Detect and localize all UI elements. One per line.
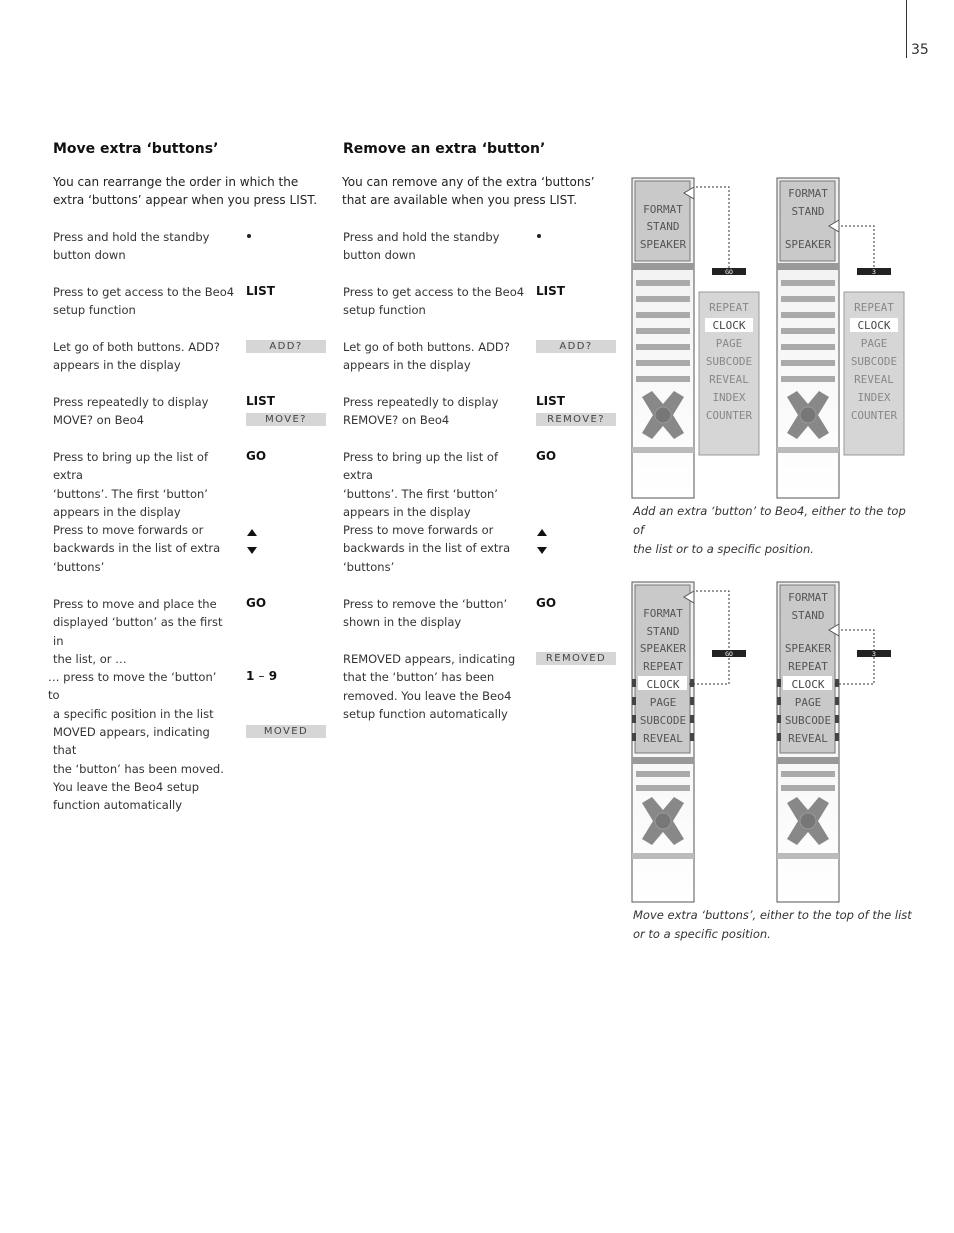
step-line: MOVE? on Beo4 (53, 413, 144, 428)
step-line: Press to move forwards or (343, 523, 494, 537)
remote-label: STAND (646, 220, 680, 233)
remove-step-3 (343, 338, 525, 375)
step-line: Press to bring up the list of extra (343, 450, 498, 483)
removed-display: REMOVED (536, 652, 616, 665)
go-key: GO (246, 449, 267, 463)
move-step-7 (53, 595, 235, 668)
step-line: the list, or … (53, 651, 127, 666)
list-label: SUBCODE (850, 355, 898, 368)
remote-label: FORMAT (643, 203, 683, 216)
step-line: appears in the display (343, 504, 471, 519)
step-line: backwards in the list of extra (53, 541, 221, 556)
remove-intro-line: that are available when you press LIST. (342, 193, 578, 207)
list-key: LIST (246, 284, 275, 298)
remote-label: SPEAKER (784, 238, 832, 251)
move-step-1 (53, 228, 235, 265)
step-line: removed. You leave the Beo4 (343, 688, 512, 703)
move-intro-line: You can rearrange the order in which the (53, 175, 299, 189)
caption-line: the list or to a specific position. (633, 542, 814, 556)
standby-dot-icon (537, 234, 541, 238)
list-label: CLOCK (712, 319, 746, 332)
go-key: GO (536, 596, 557, 610)
step-line: You leave the Beo4 setup (53, 779, 199, 794)
step-line: REMOVED appears, indicating (343, 652, 516, 666)
remove-intro-line: You can remove any of the extra ‘buttons’ (342, 175, 595, 189)
caption-line: or to a specific position. (633, 927, 771, 941)
step-line: MOVED appears, indicating that (53, 725, 210, 758)
list-key: LIST (536, 394, 565, 408)
key-one: 1 (246, 669, 255, 683)
move-step-3 (53, 338, 235, 375)
step-line: the ‘button’ has been moved. (53, 761, 224, 776)
move-step-5 (53, 448, 235, 521)
step-line: REMOVE? on Beo4 (343, 413, 450, 428)
add-display: ADD? (246, 340, 326, 353)
arrow-down-icon (537, 547, 547, 554)
arrow-down-icon (247, 547, 257, 554)
remove-section-title: Remove an extra ‘button’ (343, 141, 546, 157)
list-label: CLOCK (857, 319, 891, 332)
add-button-illustration (628, 175, 908, 500)
remote-label: STAND (646, 625, 680, 638)
number-keys (246, 669, 277, 683)
list-label: PAGE (715, 337, 743, 350)
remove-step-7 (343, 595, 525, 632)
move-step-4 (53, 393, 235, 430)
remove-step-4 (343, 393, 525, 430)
step-line: Press to move and place the (53, 597, 217, 611)
remote-label: SPEAKER (784, 642, 832, 655)
remote-label: STAND (791, 205, 825, 218)
step-line: displayed ‘button’ as the first in (53, 615, 223, 648)
moved-display: MOVED (246, 725, 326, 738)
list-key: LIST (536, 284, 565, 298)
step-line: that the ‘button’ has been (343, 670, 495, 685)
step-line: Press repeatedly to display (53, 395, 209, 409)
caption-line: Move extra ‘buttons’, either to the top of the list (633, 908, 912, 922)
move-intro (53, 173, 323, 209)
move-step-9 (53, 723, 235, 814)
figure-bottom-caption (633, 906, 913, 944)
list-label: PAGE (860, 337, 888, 350)
step-line: appears in the display (53, 504, 181, 519)
remote-label: SPEAKER (639, 642, 687, 655)
remote-label: STAND (791, 609, 825, 622)
list-label: REPEAT (709, 301, 749, 314)
step-line: setup function automatically (343, 706, 508, 721)
step-line: button down (53, 248, 126, 263)
step-line: ‘buttons’. The first ‘button’ (343, 486, 498, 501)
key-label: 3 (872, 268, 876, 276)
remote-label: REPEAT (788, 660, 828, 673)
add-display: ADD? (536, 340, 616, 353)
figure-top-caption (633, 502, 913, 559)
step-line: Press to move forwards or (53, 523, 204, 537)
remove-step-2 (343, 283, 525, 320)
step-line: ‘buttons’ (53, 559, 105, 574)
step-line: setup function (343, 303, 426, 318)
move-step-6 (53, 521, 235, 576)
list-label: REVEAL (854, 373, 894, 386)
remote-a (632, 582, 694, 902)
step-line: ‘buttons’ (343, 559, 395, 574)
remote-label: CLOCK (646, 678, 680, 691)
step-line: button down (343, 248, 416, 263)
step-line: Let go of both buttons. ADD? (53, 340, 220, 354)
extra-buttons-list-b (844, 292, 904, 455)
remote-label: CLOCK (791, 678, 825, 691)
key-label: 3 (872, 650, 876, 658)
remove-step-1 (343, 228, 525, 265)
step-line: ‘buttons’. The first ‘button’ (53, 486, 208, 501)
remove-step-6 (343, 521, 525, 576)
remove-step-8 (343, 650, 525, 723)
list-label: COUNTER (850, 409, 898, 422)
extra-buttons-list-a (699, 292, 759, 455)
step-line: appears in the display (53, 358, 181, 373)
move-step-2 (53, 283, 235, 320)
step-line: Let go of both buttons. ADD? (343, 340, 510, 354)
page-number: 35 (911, 42, 929, 58)
remote-label: SPEAKER (639, 238, 687, 251)
remove-intro (342, 173, 612, 209)
step-line: Press repeatedly to display (343, 395, 499, 409)
remove-display: REMOVE? (536, 413, 616, 426)
move-intro-line: extra ‘buttons’ appear when you press LIST. (53, 193, 318, 207)
page-corner-line (906, 0, 907, 58)
list-label: REPEAT (854, 301, 894, 314)
step-line: backwards in the list of extra (343, 541, 511, 556)
step-line: Press to remove the ‘button’ (343, 597, 508, 611)
step-line: setup function (53, 303, 136, 318)
remote-label: PAGE (794, 696, 822, 709)
remote-label: REVEAL (788, 732, 828, 745)
arrow-up-icon (247, 529, 257, 536)
key-range-dash: – (258, 669, 265, 683)
list-label: COUNTER (705, 409, 753, 422)
list-key: LIST (246, 394, 275, 408)
remote-label: SUBCODE (784, 714, 832, 727)
remote-label: FORMAT (788, 187, 828, 200)
list-label: REVEAL (709, 373, 749, 386)
key-nine: 9 (268, 669, 278, 683)
remote-label: FORMAT (788, 591, 828, 604)
remote-label: FORMAT (643, 607, 683, 620)
step-line: Press to bring up the list of extra (53, 450, 208, 483)
list-label: INDEX (712, 391, 746, 404)
list-label: SUBCODE (705, 355, 753, 368)
remote-label: REPEAT (643, 660, 683, 673)
remote-label: SUBCODE (639, 714, 687, 727)
remote-label: PAGE (649, 696, 677, 709)
move-display: MOVE? (246, 413, 326, 426)
step-line: function automatically (53, 798, 183, 813)
go-key: GO (246, 596, 267, 610)
step-line: appears in the display (343, 358, 471, 373)
remote-label: REVEAL (643, 732, 683, 745)
step-line: Press to get access to the Beo4 (343, 285, 525, 299)
move-step-8 (48, 668, 230, 723)
step-line: shown in the display (343, 615, 462, 630)
remove-step-5 (343, 448, 525, 521)
go-key: GO (536, 449, 557, 463)
arrow-up-icon (537, 529, 547, 536)
step-line: Press and hold the standby (343, 230, 500, 244)
key-label: GO (725, 650, 733, 658)
step-line: Press to get access to the Beo4 (53, 285, 235, 299)
remote-a (632, 178, 694, 498)
key-label: GO (725, 268, 733, 276)
standby-dot-icon (247, 234, 251, 238)
caption-line: Add an extra ‘button’ to Beo4, either to the top of (633, 504, 906, 537)
move-section-title: Move extra ‘buttons’ (53, 141, 219, 157)
step-line: … press to move the ‘button’ to (48, 670, 217, 703)
step-line: a specific position in the list (53, 706, 214, 721)
list-label: INDEX (857, 391, 891, 404)
step-line: Press and hold the standby (53, 230, 210, 244)
move-button-illustration (628, 579, 908, 904)
